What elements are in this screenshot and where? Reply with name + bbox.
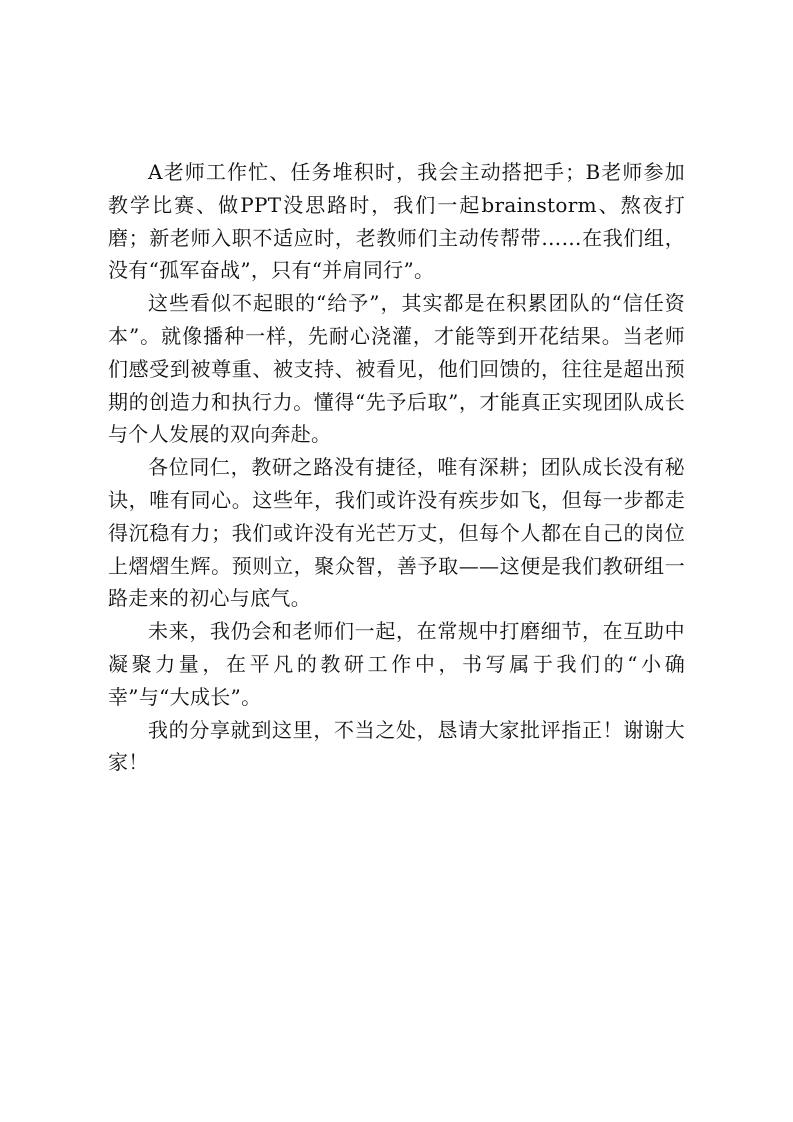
paragraph-research-path: 各位同仁，教研之路没有捷径，唯有深耕；团队成长没有秘诀，唯有同心。这些年，我们或许没有疾步如飞，但每一步都走得沉稳有力；我们或许没有光芒万丈，但每个人都在自己的岗位上熠熠生辉。预则立，聚众智，善予取——这便是我们教研组一路走来的初心与底气。: [108, 455, 685, 611]
paragraph-trust-capital: 这些看似不起眼的“给予”，其实都是在积累团队的“信任资本”。就像播种一样，先耐心浇灌，才能等到开花结果。当老师们感受到被尊重、被支持、被看见，他们回馈的，往往是超出预期的创造力和执行力。懂得“先予后取”，才能真正实现团队成长与个人发展的双向奔赴。: [108, 291, 685, 447]
paragraph-future: 未来，我仍会和老师们一起，在常规中打磨细节，在互助中凝聚力量，在平凡的教研工作中，书写属于我们的“小确幸”与“大成长”。: [108, 619, 685, 709]
document-body: [108, 156, 685, 779]
paragraph-teamwork-examples: A老师工作忙、任务堆积时，我会主动搭把手；B老师参加教学比赛、做PPT没思路时，我们一起brainstorm、熬夜打磨；新老师入职不适应时，老教师们主动传帮带……在我们组，没有“孤军奋战”，只有“并肩同行”。: [108, 160, 685, 283]
paragraph-closing: 我的分享就到这里，不当之处，恳请大家批评指正！谢谢大家！: [108, 717, 685, 775]
